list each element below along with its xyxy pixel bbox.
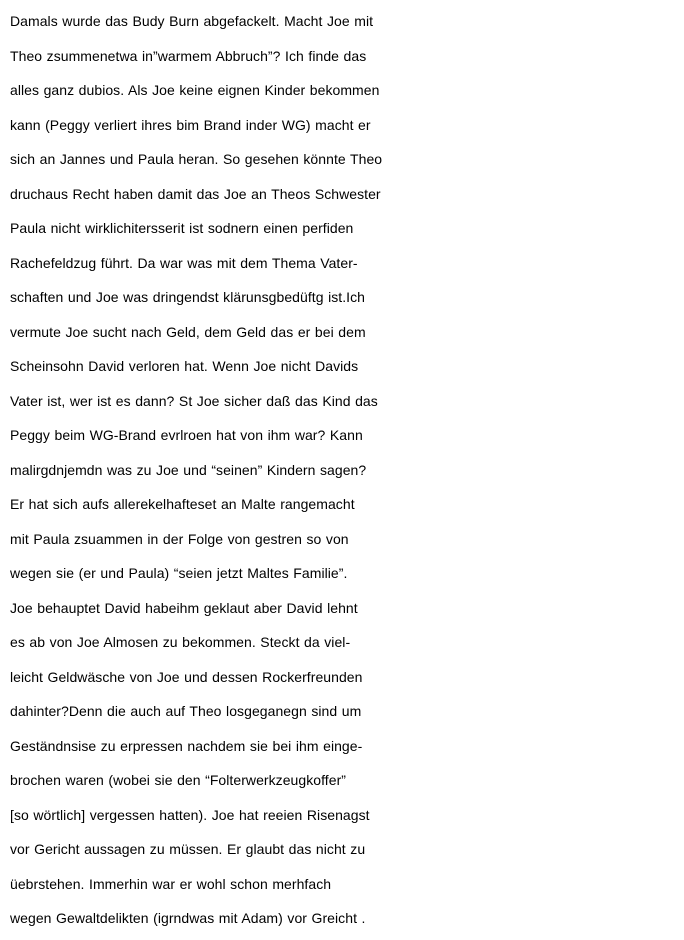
text-line: mit Paula zsuammen in der Folge von gestren so von xyxy=(10,530,349,547)
text-line: Paula nicht wirklichitersserit ist sodnern einen perfiden xyxy=(10,220,354,236)
text-line: Damals wurde das Budy Burn abgefackelt. Macht Joe mit xyxy=(10,13,374,29)
text-line: Scheinsohn David verloren hat. Wenn Joe nicht Davids xyxy=(10,358,359,374)
text-line: vor Gericht aussagen zu müssen. Er glaubt das nicht zu xyxy=(10,841,366,857)
text-line: Rachefeldzug führt. Da war was mit dem Thema Vater- xyxy=(10,254,358,271)
text-line: üebrstehen. Immerhin war er wohl schon merhfach xyxy=(10,875,332,892)
text-line: Vater ist, wer ist es dann? St Joe sicher daß das Kind das xyxy=(10,392,378,409)
text-line: Peggy beim WG-Brand evrlroen hat von ihm war? Kann xyxy=(10,427,363,443)
text-line: brochen waren (wobei sie den “Folterwerkzeugkoffer” xyxy=(10,772,347,788)
text-line: alles ganz dubios. Als Joe keine eignen Kinder bekommen xyxy=(10,82,380,98)
text-line: es ab von Joe Almosen zu bekommen. Steckt da viel- xyxy=(10,634,351,650)
text-line: sich an Jannes und Paula heran. So gesehen könnte Theo xyxy=(10,151,383,167)
text-line: kann (Peggy verliert ihres bim Brand inder WG) macht er xyxy=(10,116,371,133)
text-line: malirgdnjemdn was zu Joe und “seinen” Kindern sagen? xyxy=(10,461,367,478)
text-line: [so wörtlich] vergessen hatten). Joe hat reeien Risenagst xyxy=(10,806,370,823)
body-text xyxy=(10,4,680,936)
text-line: Geständnsise zu erpressen nachdem sie bei ihm einge- xyxy=(10,737,363,754)
text-line: dahinter?Denn die auch auf Theo losgeganegn sind um xyxy=(10,703,362,719)
text-line: leicht Geldwäsche von Joe und dessen Rockerfreunden xyxy=(10,668,363,685)
text-line: Er hat sich aufs allerekelhafteset an Malte rangemacht xyxy=(10,496,355,512)
text-line: vermute Joe sucht nach Geld, dem Geld das er bei dem xyxy=(10,323,366,340)
text-line: schaften und Joe was dringendst klärunsgbedüftg ist.Ich xyxy=(10,289,366,305)
text-line: druchaus Recht haben damit das Joe an Theos Schwester xyxy=(10,185,381,202)
text-line: wegen sie (er und Paula) “seien jetzt Maltes Familie”. xyxy=(10,565,348,581)
text-line: Theo zsummenetwa in”warmem Abbruch”? Ich finde das xyxy=(10,47,367,64)
text-line: Joe behauptet David habeihm geklaut aber David lehnt xyxy=(10,599,358,616)
text-line: wegen Gewaltdelikten (igrndwas mit Adam) vor Greicht . xyxy=(10,910,366,926)
